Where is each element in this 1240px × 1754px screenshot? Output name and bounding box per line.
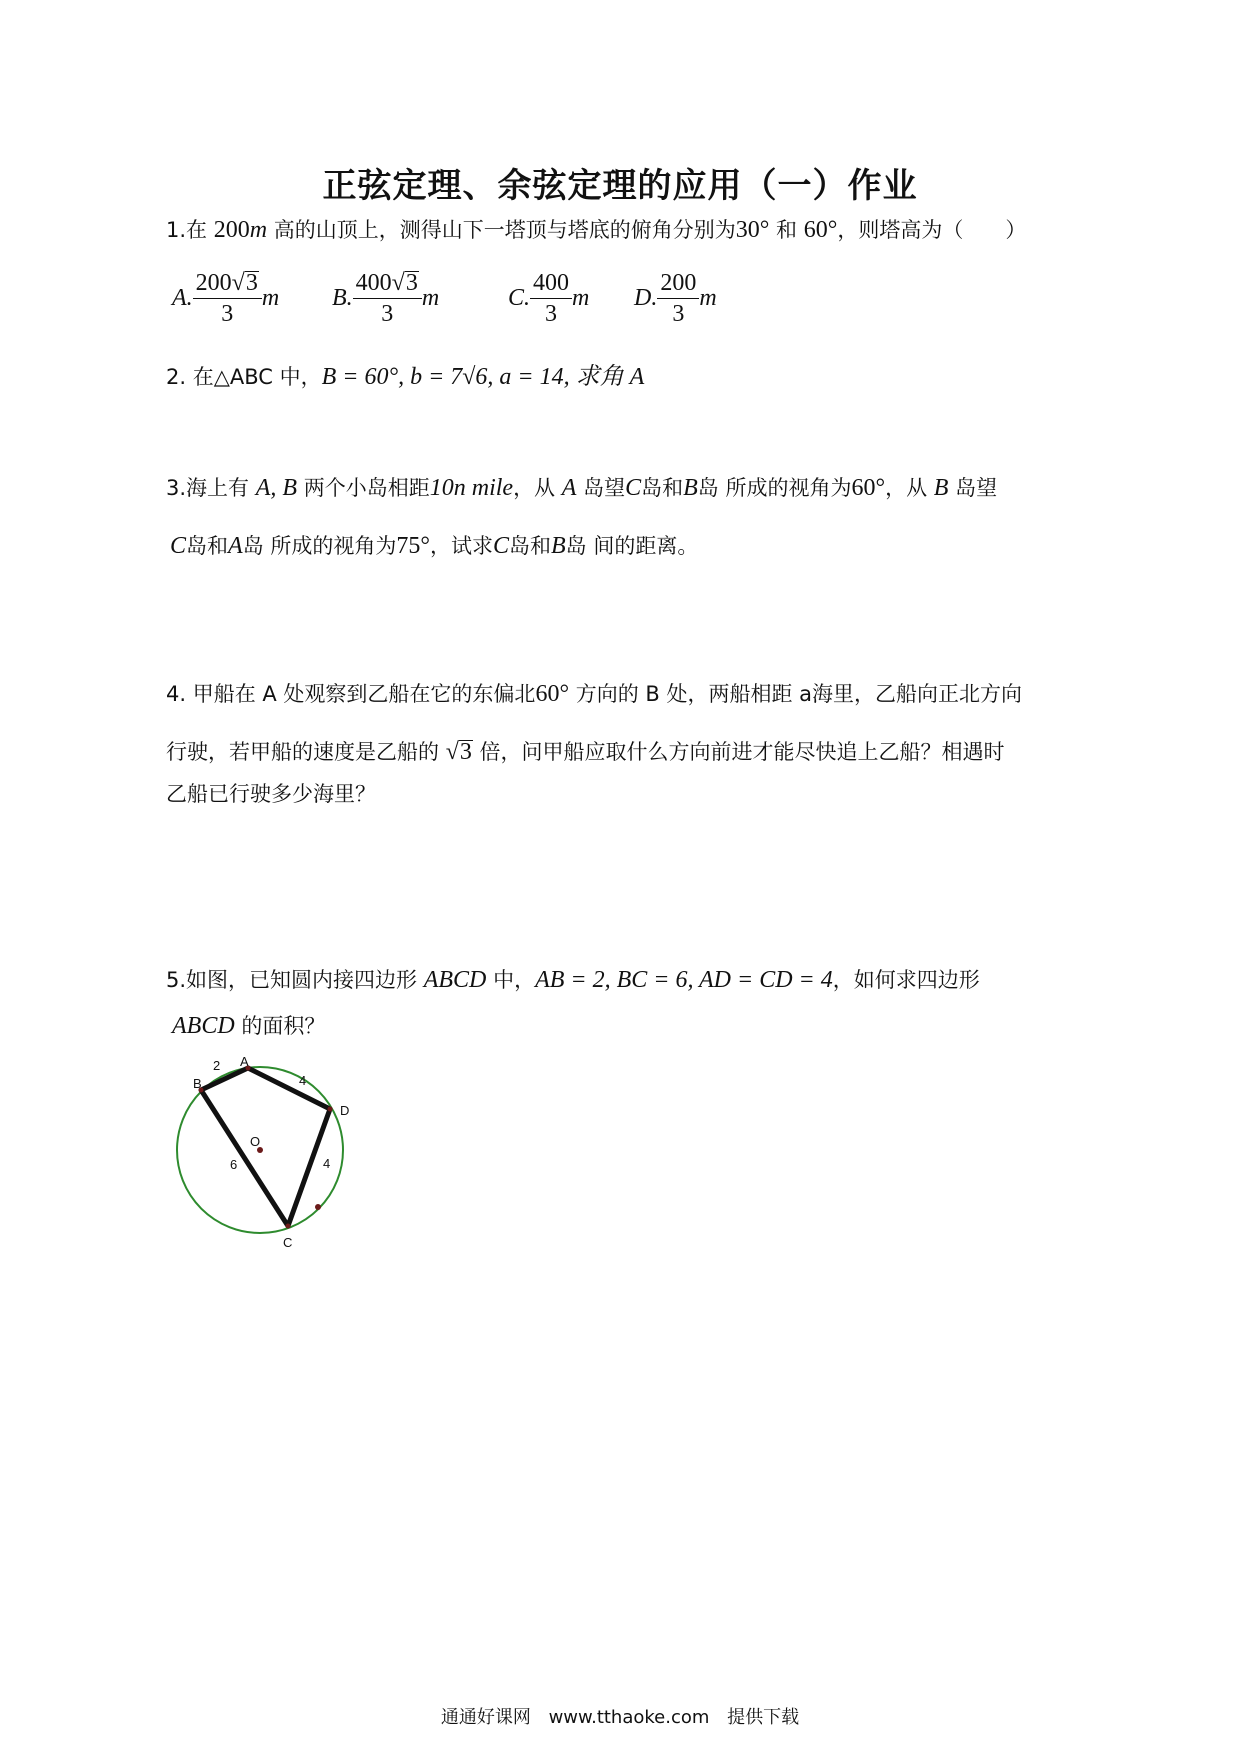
vertex-c: [286, 1224, 291, 1229]
question-3-line-2: C岛和A岛 所成的视角为75°，试求C岛和B岛 间的距离。: [170, 533, 699, 559]
question-4-line-1: 4. 甲船在 A 处观察到乙船在它的东偏北60° 方向的 B 处，两船相距 a海里，乙船向正北方向: [166, 681, 1023, 707]
option-c-fraction: $\frac{400}{3}$: [530, 268, 572, 329]
option-d-fraction: $\frac{200}{3}$: [657, 268, 699, 329]
q1-angle-1: 30°: [735, 217, 770, 243]
footer: [0, 1703, 1240, 1729]
footer-url[interactable]: www.tthaoke.com: [548, 1707, 710, 1728]
side-ab-length: 2: [213, 1058, 221, 1073]
option-b-fraction: $\frac{400√3}{3}$: [353, 268, 422, 329]
page-title: 正弦定理、余弦定理的应用（一）作业: [322, 166, 918, 206]
side-ad-length: 4: [299, 1073, 307, 1088]
q1-option-a: A. $\frac{200√3}{3}$ m: [172, 270, 280, 327]
label-o: O: [250, 1134, 261, 1149]
footer-site-name: 通通好课网: [440, 1707, 531, 1728]
question-1: 1.在 200m 高的山顶上，测得山下一塔顶与塔底的俯角分别为30° 和 60°，则塔高为（ ）: [166, 217, 1027, 243]
footer-download-text: 提供下载: [727, 1707, 800, 1728]
side-cd-length: 4: [323, 1156, 331, 1171]
question-4-line-3: 乙船已行驶多少海里？: [166, 782, 376, 806]
question-5-line-2: ABCD 的面积？: [172, 1013, 326, 1039]
quadrilateral-abcd: [201, 1068, 330, 1226]
side-bc-length: 6: [230, 1157, 238, 1172]
label-b: B: [193, 1076, 202, 1091]
label-a: A: [240, 1054, 249, 1069]
cyclic-quadrilateral-figure: [160, 1045, 380, 1255]
label-c: C: [283, 1235, 293, 1250]
arc-point: [315, 1204, 321, 1210]
q1-height: 200: [213, 217, 250, 243]
vertex-d: [328, 1107, 333, 1112]
q1-option-d: D. $\frac{200}{3}$ m: [634, 270, 717, 327]
label-d: D: [340, 1103, 350, 1118]
option-a-fraction: $\frac{200√3}{3}$: [193, 268, 262, 329]
q1-option-c: C. $\frac{400}{3}$ m: [508, 270, 590, 327]
question-2: 2. 在△ABC 中，B = 60°, b = 7√6, a = 14, 求角 A: [166, 364, 645, 390]
question-4-line-2: 行驶，若甲船的速度是乙船的 √3 倍，问甲船应取什么方向前进才能尽快追上乙船？相遇时: [166, 739, 1005, 765]
q2-math: B = 60°, b = 7√6, a = 14, 求角 A: [321, 364, 645, 390]
q1-option-b: B. $\frac{400√3}{3}$ m: [332, 270, 440, 327]
q1-angle-2: 60°: [803, 217, 838, 243]
question-3-line-1: 3.海上有 A, B 两个小岛相距10n mile，从 A 岛望C岛和B岛 所成的视角为60°，从 B 岛望: [166, 475, 998, 501]
question-5-line-1: 5.如图，已知圆内接四边形 ABCD 中，AB = 2, BC = 6, AD = CD = 4，如何求四边形: [166, 967, 980, 993]
